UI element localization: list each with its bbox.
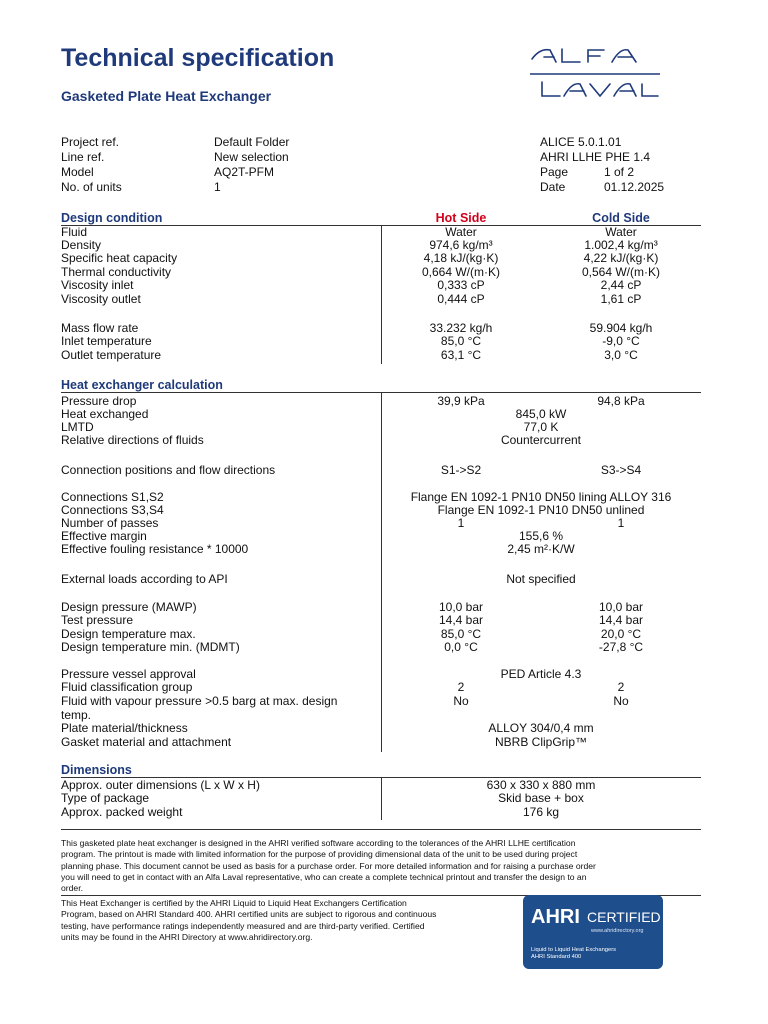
svg-text:www.ahridirectory.org: www.ahridirectory.org (591, 928, 644, 934)
alfa-laval-logo (530, 44, 660, 106)
table-row: Type of package Skid base + box (61, 791, 584, 805)
table-row: Thermal conductivity 0,664 W/(m·K) 0,564 W/(m·K) (61, 265, 660, 279)
calculation-heading: Heat exchanger calculation (61, 378, 223, 392)
table-row: Number of passes 1 1 (61, 516, 625, 530)
svg-text:AHRI: AHRI (531, 906, 580, 928)
date-label: Date (540, 180, 566, 194)
info-label: Project ref. (61, 135, 120, 149)
table-row: Approx. outer dimensions (L x W x H) 630 x 330 x 880 mm (61, 778, 596, 792)
standard-version: AHRI LLHE PHE 1.4 (540, 150, 651, 164)
table-row: Design pressure (MAWP) 10,0 bar 10,0 bar (61, 600, 644, 614)
table-row: Relative directions of fluids Countercurrent (61, 433, 582, 447)
table-row: LMTD 77,0 K (61, 420, 559, 434)
table-row: Plate material/thickness ALLOY 304/0,4 mm (61, 721, 594, 735)
table-row: Approx. packed weight 176 kg (61, 805, 560, 819)
table-row: Viscosity inlet 0,333 cP 2,44 cP (61, 278, 642, 292)
table-row: Connection positions and flow directions S1->S2 S3->S4 (61, 463, 642, 477)
dimensions-heading: Dimensions (61, 763, 132, 777)
page-subtitle: Gasketed Plate Heat Exchanger (61, 88, 272, 104)
info-value: New selection (214, 150, 289, 164)
page-number: 1 of 2 (604, 165, 635, 179)
table-row: Effective fouling resistance * 10000 2,45 m²·K/W (61, 542, 575, 556)
ahri-certified-badge (523, 895, 663, 969)
cold-side-header: Cold Side (592, 211, 650, 225)
table-row: Connections S3,S4 Flange EN 1092-1 PN10 DN50 unlined (61, 503, 645, 517)
svg-text:AHRI Standard 400: AHRI Standard 400 (531, 954, 582, 960)
table-row: Inlet temperature 85,0 °C -9,0 °C (61, 334, 640, 348)
table-row: External loads according to API Not specified (61, 572, 576, 586)
page-title: Technical specification (61, 44, 335, 72)
table-row: Outlet temperature 63,1 °C 3,0 °C (61, 348, 638, 362)
table-row: Heat exchanged 845,0 kW (61, 407, 567, 421)
date-value: 01.12.2025 (604, 180, 665, 194)
disclaimer-note: This gasketed plate heat exchanger is designed in the AHRI verified software according to the tolerances of the AHRI LLHE certification program. The printout is made with limited information for the purpose of providing dimensional data of the unit to be used during project planning phase. This document cannot be used as basis for a purchase order. For more detailed information and for raising a purchase order you will need to get in contact with an Alfa Laval representative, who can create a complete technical printout and transfer the design to an order. (61, 838, 596, 894)
table-row: Pressure vessel approval PED Article 4.3 (61, 667, 582, 681)
info-label: Model (61, 165, 94, 179)
table-row: Pressure drop 39,9 kPa 94,8 kPa (61, 394, 645, 408)
table-row: Density 974,6 kg/m³ 1.002,4 kg/m³ (61, 238, 658, 252)
table-row: Design temperature max. 85,0 °C 20,0 °C (61, 627, 642, 641)
table-row: Specific heat capacity 4,18 kJ/(kg·K) 4,22 kJ/(kg·K) (61, 251, 659, 265)
svg-text:CERTIFIED: CERTIFIED (587, 909, 661, 925)
info-value: 1 (214, 180, 221, 194)
page-label: Page (540, 165, 569, 179)
table-row: Fluid Water Water (61, 225, 637, 239)
table-row: Gasket material and attachment NBRB ClipGrip™ (61, 735, 587, 749)
table-row: Design temperature min. (MDMT) 0,0 °C -27,8 °C (61, 640, 644, 654)
table-row: Viscosity outlet 0,444 cP 1,61 cP (61, 292, 642, 306)
table-row: Mass flow rate 33.232 kg/h 59.904 kg/h (61, 321, 653, 335)
info-label: Line ref. (61, 150, 105, 164)
svg-text:Liquid to Liquid Heat Exchange: Liquid to Liquid Heat Exchangers (531, 947, 617, 953)
info-label: No. of units (61, 180, 122, 194)
table-row: temp. (61, 708, 92, 722)
divider (61, 829, 701, 830)
table-row: Effective margin 155,6 % (61, 529, 564, 543)
certification-note: This Heat Exchanger is certified by the AHRI Liquid to Liquid Heat Exchangers Certification Program, based on AHRI Standard 400. AHRI certified units are subject to rigorous and continuous testing, have performance ratings independently measured and are third-party verified. Certified units may be found in the AHRI Directory at www.ahridirectory.org. (61, 898, 437, 942)
table-row: Fluid with vapour pressure >0.5 barg at max. design No No (61, 694, 629, 708)
info-value: Default Folder (214, 135, 290, 149)
software-version: ALICE 5.0.1.01 (540, 135, 622, 149)
info-value: AQ2T-PFM (214, 165, 275, 179)
table-row: Connections S1,S2 Flange EN 1092-1 PN10 DN50 lining ALLOY 316 (61, 490, 672, 504)
hot-side-header: Hot Side (435, 211, 487, 225)
table-row: Test pressure 14,4 bar 14,4 bar (61, 613, 644, 627)
design-condition-heading: Design condition (61, 211, 163, 225)
table-row: Fluid classification group 2 2 (61, 680, 625, 694)
